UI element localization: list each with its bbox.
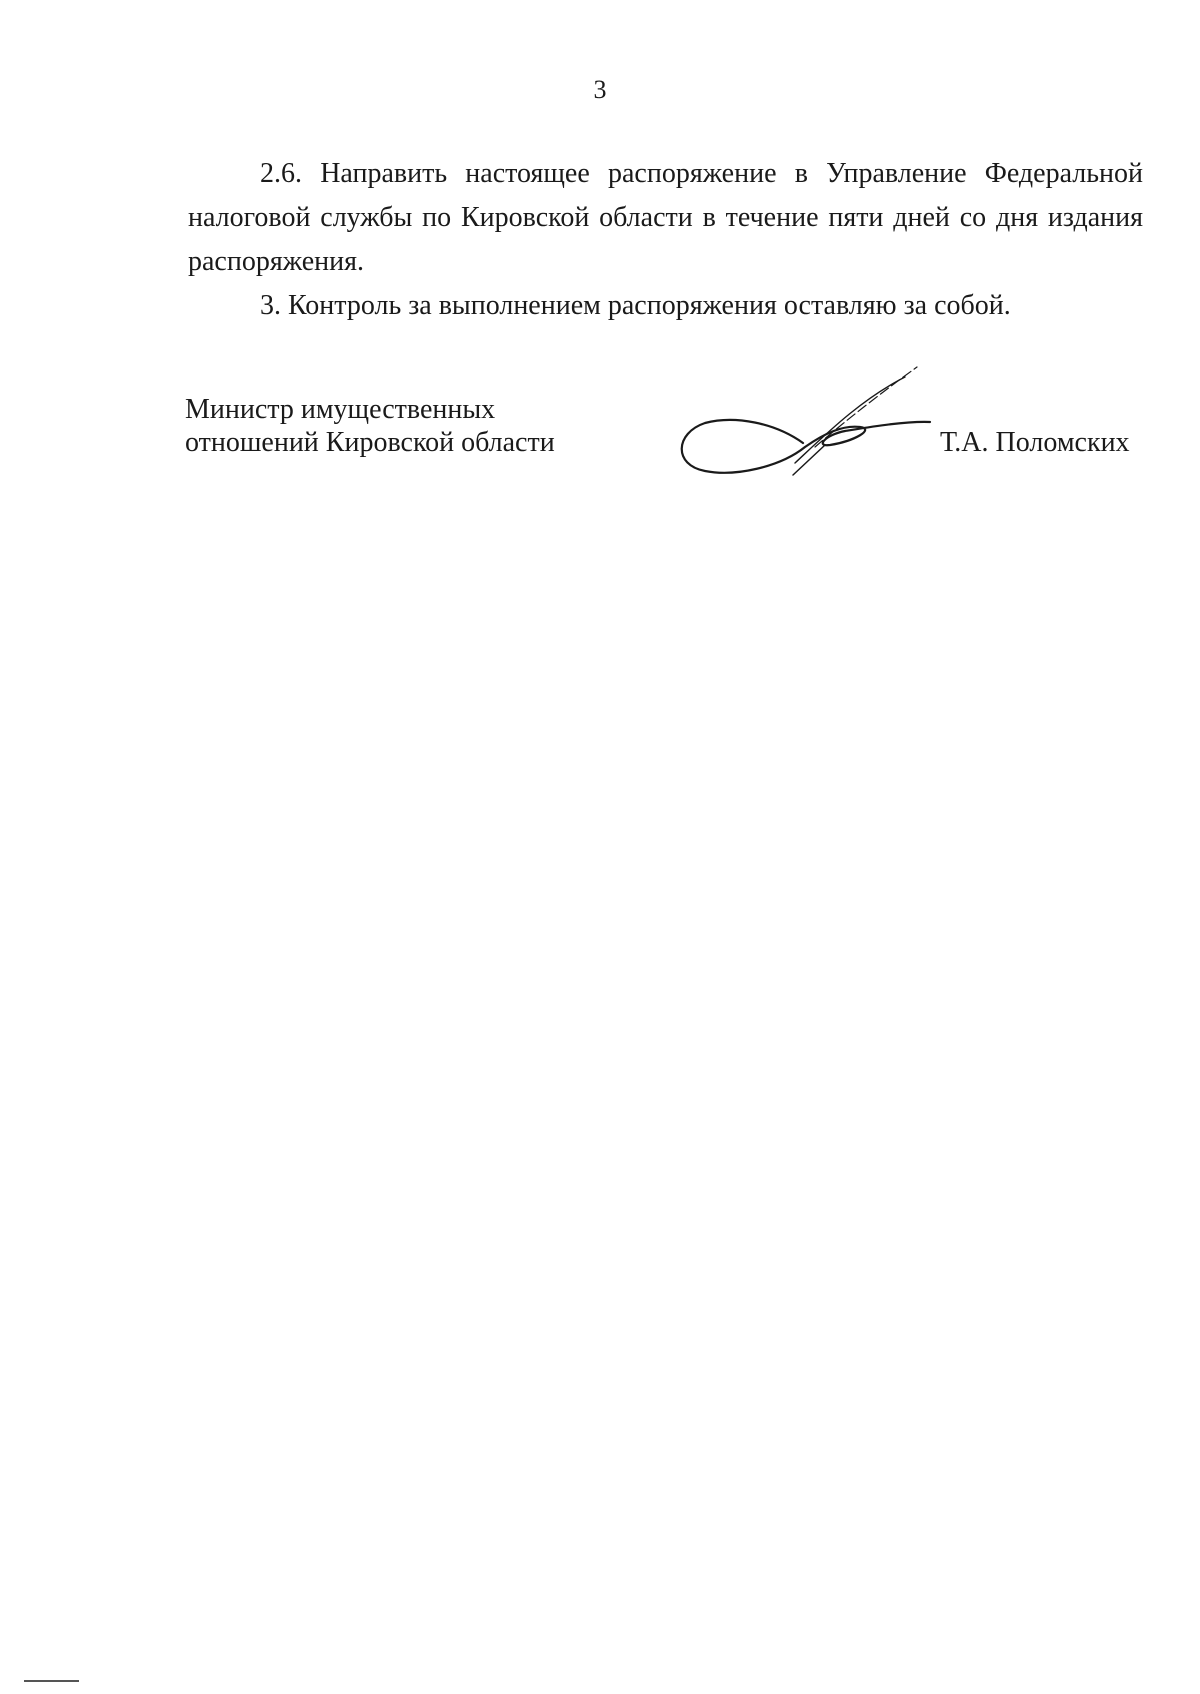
- paragraph-3: 3. Контроль за выполнением распоряжения оставляю за собой.: [260, 290, 1011, 321]
- position-line-1: Министр имущественных: [185, 394, 496, 425]
- scan-edge-mark: [24, 1680, 79, 1682]
- paragraph-2-6: 2.6. Направить настоящее распоряжение в Управление Федеральной налоговой службы по Кировской области в течение пяти дней со дня издания распоряжения.: [188, 158, 1143, 277]
- position-line-2: отношений Кировской области: [185, 427, 555, 458]
- handwritten-signature: [675, 365, 945, 485]
- document-body: [188, 152, 1143, 328]
- signer-name: Т.А. Поломских: [940, 427, 1130, 458]
- page-number: 3: [593, 75, 607, 104]
- signatory-position: [185, 393, 555, 459]
